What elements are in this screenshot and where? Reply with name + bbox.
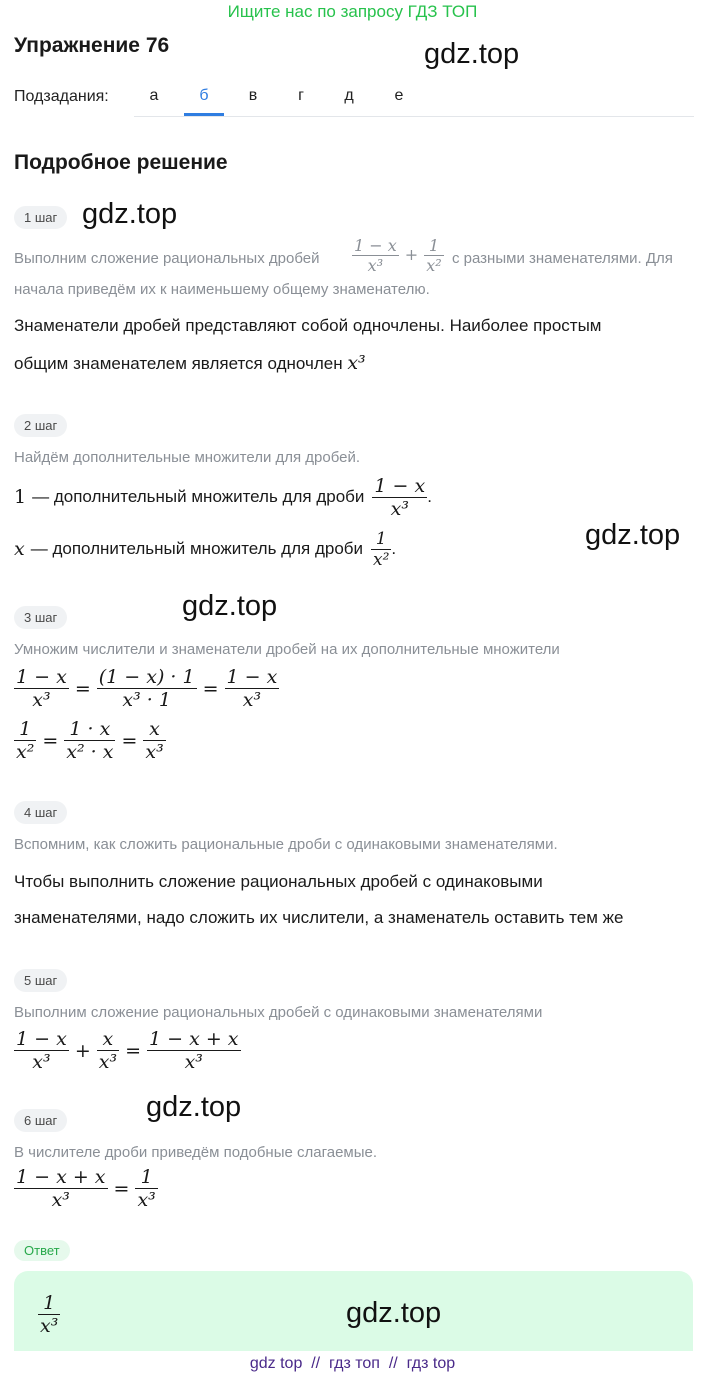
footer-links bbox=[0, 1355, 705, 1373]
subtasks-label: Подзадания: bbox=[14, 88, 109, 105]
step-5-label: 5 шаг bbox=[14, 969, 67, 992]
search-banner: Ищите нас по запросу ГДЗ ТОП bbox=[227, 2, 478, 21]
step-1-fractions: $\frac{1 - x}{\text{x³}}$ + $\frac{1}{\text{x²}}$ bbox=[354, 236, 442, 275]
footer-link-gdz-top-ru[interactable]: гдз топ bbox=[329, 1355, 380, 1372]
footer-link-gdz-top-mixed[interactable]: гдз top bbox=[406, 1355, 456, 1372]
subtask-tab-g[interactable]: г bbox=[298, 87, 304, 104]
watermark: gdz.top bbox=[424, 38, 520, 70]
step-6-equation: $\frac{1 - x + x}{\text{x³}}$ = $\frac{1}{\text{x³}}$ bbox=[16, 1166, 156, 1211]
step-5-text: Выполним сложение рациональных дробей с одинаковыми знаменателями bbox=[14, 1004, 543, 1021]
step-3-text: Умножим числители и знаменатели дробей на их дополнительные множители bbox=[14, 641, 560, 658]
step-3-label: 3 шаг bbox=[14, 606, 67, 629]
step-3-equation-1: $\frac{1 - x}{\text{x³}}$ = $\frac{(1 - x) \cdot 1}{\text{x³ · 1}}$ = $\frac{1 - x}{\text{x³}}$ bbox=[16, 666, 278, 711]
step-2-line-1: 1 — дополнительный множитель для дроби $\frac{1 - x}{\text{x³}}$ . bbox=[14, 474, 432, 520]
footer-separator: // bbox=[388, 1355, 398, 1372]
step-4-bold-1: Чтобы выполнить сложение рациональных дробей с одинаковыми bbox=[14, 872, 543, 891]
footer-separator: // bbox=[311, 1355, 321, 1372]
step-5-equation: $\frac{1 - x}{\text{x³}}$ + $\frac{x}{\text{x³}}$ = $\frac{1 - x + x}{\text{x³}}$ bbox=[16, 1028, 239, 1073]
page-title: Упражнение 76 bbox=[14, 34, 170, 57]
subtask-tab-b[interactable]: б bbox=[184, 80, 224, 116]
watermark: gdz.top bbox=[585, 519, 681, 551]
watermark: gdz.top bbox=[346, 1297, 442, 1329]
watermark: gdz.top bbox=[146, 1091, 242, 1123]
step-6-label: 6 шаг bbox=[14, 1109, 67, 1132]
step-3-equation-2: $\frac{1}{\text{x²}}$ = $\frac{1 \cdot x}{\text{x² · x}}$ = $\frac{x}{\text{x³}}$ bbox=[16, 718, 164, 763]
subtask-tab-e[interactable]: е bbox=[394, 87, 404, 104]
step-1-bold-1: Знаменатели дробей представляют собой одночлены. Наиболее простым bbox=[14, 316, 602, 335]
subtasks-tabs bbox=[134, 80, 694, 117]
step-6-text: В числителе дроби приведём подобные слагаемые. bbox=[14, 1144, 378, 1161]
step-1-text-c: начала приведём их к наименьшему общему знаменателю. bbox=[14, 281, 430, 298]
step-4-text: Вспомним, как сложить рациональные дроби с одинаковыми знаменателями. bbox=[14, 836, 558, 853]
section-title: Подробное решение bbox=[14, 151, 228, 174]
step-2-label: 2 шаг bbox=[14, 414, 67, 437]
step-1-label: 1 шаг bbox=[14, 206, 67, 229]
step-2-text: Найдём дополнительные множители для дробей. bbox=[14, 449, 361, 466]
step-4-label: 4 шаг bbox=[14, 801, 67, 824]
step-4-bold-2: знаменателями, надо сложить их числители, а знаменатель оставить тем же bbox=[14, 908, 624, 927]
footer-link-gdz-top[interactable]: gdz top bbox=[249, 1355, 303, 1372]
subtask-tab-d[interactable]: д bbox=[344, 87, 354, 104]
watermark: gdz.top bbox=[182, 590, 278, 622]
step-1-text-b: с разными знаменателями. Для bbox=[452, 250, 673, 267]
answer-value: $\frac{1}{\text{x³}}$ bbox=[40, 1292, 59, 1337]
watermark: gdz.top bbox=[82, 198, 178, 230]
step-1-text-a: Выполним сложение рациональных дробей bbox=[14, 250, 320, 267]
subtask-tab-v[interactable]: в bbox=[248, 87, 258, 104]
step-1-bold-2: общим знаменателем является одночлен x³ bbox=[14, 352, 366, 374]
step-2-line-2: x — дополнительный множитель для дроби $\frac{1}{\text{x²}}$ . bbox=[14, 528, 397, 570]
answer-label: Ответ bbox=[14, 1240, 70, 1261]
subtask-tab-a[interactable]: а bbox=[149, 87, 159, 104]
